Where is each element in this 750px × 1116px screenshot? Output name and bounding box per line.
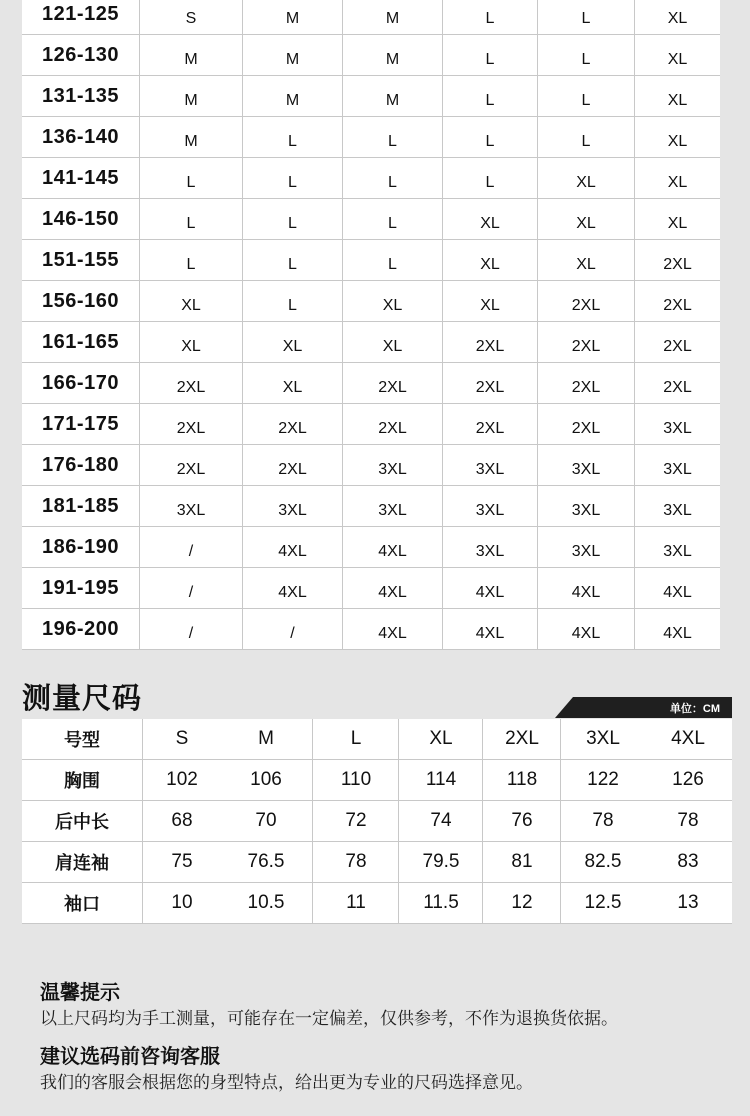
size-cell: 4XL xyxy=(342,568,442,608)
size-cell: XL xyxy=(342,281,442,321)
size-cell: L xyxy=(342,117,442,157)
table-row xyxy=(22,404,720,445)
size-cell: XL xyxy=(139,281,242,321)
value-cell: S xyxy=(142,719,221,759)
table-row xyxy=(22,117,720,158)
table-row xyxy=(22,281,720,322)
size-cell: M xyxy=(139,117,242,157)
value-cell: 11.5 xyxy=(398,883,483,923)
value-cell: 114 xyxy=(398,760,483,800)
size-cell: 4XL xyxy=(242,568,342,608)
size-cell: 2XL xyxy=(442,322,537,362)
consult-text: 我们的客服会根据您的身型特点，给出更为专业的尺码选择意见。 xyxy=(40,1073,533,1092)
table-row xyxy=(22,363,720,404)
size-cell: 4XL xyxy=(342,527,442,567)
size-cell: 4XL xyxy=(537,609,634,649)
size-cell: L xyxy=(242,240,342,280)
size-cell: L xyxy=(342,199,442,239)
value-cell: 13 xyxy=(677,892,699,913)
size-cell: L xyxy=(139,199,242,239)
size-cell: 3XL xyxy=(634,527,720,567)
value-cell: 102 xyxy=(142,760,221,800)
size-cell: XL xyxy=(634,199,720,239)
size-cell: S xyxy=(139,0,242,34)
size-cell: XL xyxy=(537,199,634,239)
size-cell: L xyxy=(342,240,442,280)
size-cell: XL xyxy=(442,199,537,239)
value-cell: 11 xyxy=(312,883,399,923)
size-cell: 2XL xyxy=(442,404,537,444)
table-row xyxy=(22,0,720,35)
value-cell: 78 xyxy=(560,801,645,841)
measurement-header-row xyxy=(22,719,732,760)
table-row xyxy=(22,609,720,650)
size-cell: M xyxy=(342,76,442,116)
size-cell: M xyxy=(342,0,442,34)
value-cell: 12.5 xyxy=(560,883,645,923)
range-cell: 166-170 xyxy=(42,371,119,394)
row-label-cell: 袖口 xyxy=(64,894,100,914)
size-cell: 3XL xyxy=(537,486,634,526)
tip-title: 温馨提示 xyxy=(40,982,120,1004)
value-cell: 82.5 xyxy=(560,842,645,882)
size-cell: / xyxy=(139,568,242,608)
size-cell: 2XL xyxy=(634,363,720,403)
value-cell: 2XL xyxy=(482,719,561,759)
size-cell: L xyxy=(342,158,442,198)
size-cell: 2XL xyxy=(139,445,242,485)
size-cell: XL xyxy=(634,117,720,157)
value-cell: L xyxy=(312,719,399,759)
size-cell: 2XL xyxy=(537,322,634,362)
size-cell: XL xyxy=(242,363,342,403)
range-cell: 196-200 xyxy=(42,617,119,640)
size-cell: 4XL xyxy=(342,609,442,649)
value-cell: 68 xyxy=(142,801,221,841)
size-cell: 2XL xyxy=(537,404,634,444)
value-cell: 106 xyxy=(250,769,282,790)
size-cell: 2XL xyxy=(442,363,537,403)
unit-label: 单位：CM xyxy=(669,703,720,715)
value-cell: 10 xyxy=(142,883,221,923)
table-row xyxy=(22,760,732,801)
range-cell: 141-145 xyxy=(42,166,119,189)
size-cell: 3XL xyxy=(634,486,720,526)
size-cell: XL xyxy=(537,240,634,280)
value-cell: 122 xyxy=(560,760,645,800)
size-cell: XL xyxy=(242,322,342,362)
size-cell: 2XL xyxy=(537,363,634,403)
consult-title: 建议选码前咨询客服 xyxy=(40,1046,220,1068)
size-cell: 4XL xyxy=(442,568,537,608)
unit-tag xyxy=(555,697,732,718)
table-row xyxy=(22,568,720,609)
value-cell: 76.5 xyxy=(247,851,285,872)
value-cell: 79.5 xyxy=(398,842,483,882)
size-cell: 3XL xyxy=(442,486,537,526)
value-cell: 12 xyxy=(482,883,561,923)
size-cell: 2XL xyxy=(634,281,720,321)
table-row xyxy=(22,76,720,117)
table-row xyxy=(22,527,720,568)
range-cell: 171-175 xyxy=(42,412,119,435)
size-cell: XL xyxy=(442,240,537,280)
value-cell: 4XL xyxy=(671,728,705,749)
table-row xyxy=(22,486,720,527)
range-cell: 136-140 xyxy=(42,125,119,148)
size-cell: XL xyxy=(342,322,442,362)
size-recommendation-table xyxy=(22,0,720,650)
value-cell: 10.5 xyxy=(247,892,285,913)
value-cell: 126 xyxy=(672,769,704,790)
table-row xyxy=(22,445,720,486)
size-cell: 2XL xyxy=(342,404,442,444)
size-cell: L xyxy=(442,35,537,75)
size-cell: XL xyxy=(634,35,720,75)
value-cell: 78 xyxy=(677,810,699,831)
value-cell: 78 xyxy=(312,842,399,882)
range-cell: 121-125 xyxy=(42,2,119,25)
row-label-cell: 后中长 xyxy=(55,812,109,832)
size-cell: L xyxy=(442,76,537,116)
size-cell: 2XL xyxy=(139,404,242,444)
size-cell: / xyxy=(139,527,242,567)
range-cell: 181-185 xyxy=(42,494,119,517)
range-cell: 186-190 xyxy=(42,535,119,558)
size-cell: L xyxy=(139,240,242,280)
size-cell: XL xyxy=(442,281,537,321)
table-row xyxy=(22,801,732,842)
range-cell: 146-150 xyxy=(42,207,119,230)
size-cell: 3XL xyxy=(442,445,537,485)
size-cell: 2XL xyxy=(242,404,342,444)
value-cell: XL xyxy=(398,719,483,759)
size-cell: XL xyxy=(634,76,720,116)
size-cell: 2XL xyxy=(634,240,720,280)
size-cell: 2XL xyxy=(342,363,442,403)
size-cell: M xyxy=(242,0,342,34)
size-cell: XL xyxy=(634,0,720,34)
value-cell: 72 xyxy=(312,801,399,841)
size-cell: / xyxy=(242,609,342,649)
value-cell: 110 xyxy=(312,760,399,800)
size-cell: 2XL xyxy=(139,363,242,403)
value-cell: M xyxy=(258,728,274,749)
size-cell: L xyxy=(139,158,242,198)
size-cell: M xyxy=(139,35,242,75)
tip-text: 以上尺码均为手工测量，可能存在一定偏差，仅供参考，不作为退换货依据。 xyxy=(40,1009,618,1028)
range-cell: 126-130 xyxy=(42,43,119,66)
value-cell: 83 xyxy=(677,851,699,872)
size-cell: / xyxy=(139,609,242,649)
size-cell: 3XL xyxy=(537,445,634,485)
size-cell: 3XL xyxy=(442,527,537,567)
table-row xyxy=(22,158,720,199)
size-cell: L xyxy=(442,117,537,157)
range-cell: 151-155 xyxy=(42,248,119,271)
size-cell: M xyxy=(342,35,442,75)
table-row xyxy=(22,842,732,883)
row-label-cell: 号型 xyxy=(64,730,100,750)
size-cell: M xyxy=(242,35,342,75)
value-cell: 81 xyxy=(482,842,561,882)
size-cell: 3XL xyxy=(139,486,242,526)
size-cell: L xyxy=(242,158,342,198)
measurement-table xyxy=(22,719,732,924)
size-cell: 2XL xyxy=(634,322,720,362)
size-cell: 4XL xyxy=(634,568,720,608)
range-cell: 161-165 xyxy=(42,330,119,353)
value-cell: 76 xyxy=(482,801,561,841)
size-cell: M xyxy=(242,76,342,116)
size-cell: XL xyxy=(634,158,720,198)
value-cell: 3XL xyxy=(560,719,645,759)
size-cell: 4XL xyxy=(242,527,342,567)
size-cell: XL xyxy=(139,322,242,362)
size-cell: L xyxy=(442,158,537,198)
size-cell: L xyxy=(537,35,634,75)
range-cell: 191-195 xyxy=(42,576,119,599)
table-row xyxy=(22,199,720,240)
size-cell: L xyxy=(242,117,342,157)
table-row xyxy=(22,322,720,363)
size-cell: 3XL xyxy=(634,445,720,485)
range-cell: 131-135 xyxy=(42,84,119,107)
size-cell: 2XL xyxy=(242,445,342,485)
size-cell: 3XL xyxy=(537,527,634,567)
table-row xyxy=(22,240,720,281)
size-cell: 4XL xyxy=(537,568,634,608)
size-cell: L xyxy=(537,76,634,116)
size-cell: 2XL xyxy=(537,281,634,321)
value-cell: 75 xyxy=(142,842,221,882)
size-cell: L xyxy=(242,281,342,321)
size-cell: 3XL xyxy=(242,486,342,526)
size-cell: M xyxy=(139,76,242,116)
row-label-cell: 肩连袖 xyxy=(55,853,109,873)
value-cell: 70 xyxy=(255,810,277,831)
table-row xyxy=(22,883,732,924)
value-cell: 118 xyxy=(482,760,561,800)
range-cell: 156-160 xyxy=(42,289,119,312)
range-cell: 176-180 xyxy=(42,453,119,476)
size-cell: L xyxy=(442,0,537,34)
table-row xyxy=(22,35,720,76)
row-label-cell: 胸围 xyxy=(64,771,100,791)
size-cell: XL xyxy=(537,158,634,198)
size-cell: 3XL xyxy=(342,445,442,485)
size-cell: 3XL xyxy=(342,486,442,526)
size-cell: 4XL xyxy=(442,609,537,649)
size-cell: 4XL xyxy=(634,609,720,649)
size-cell: L xyxy=(537,117,634,157)
size-cell: 3XL xyxy=(634,404,720,444)
size-cell: L xyxy=(537,0,634,34)
measure-section-title: 测量尺码 xyxy=(22,683,143,715)
size-cell: L xyxy=(242,199,342,239)
value-cell: 74 xyxy=(398,801,483,841)
